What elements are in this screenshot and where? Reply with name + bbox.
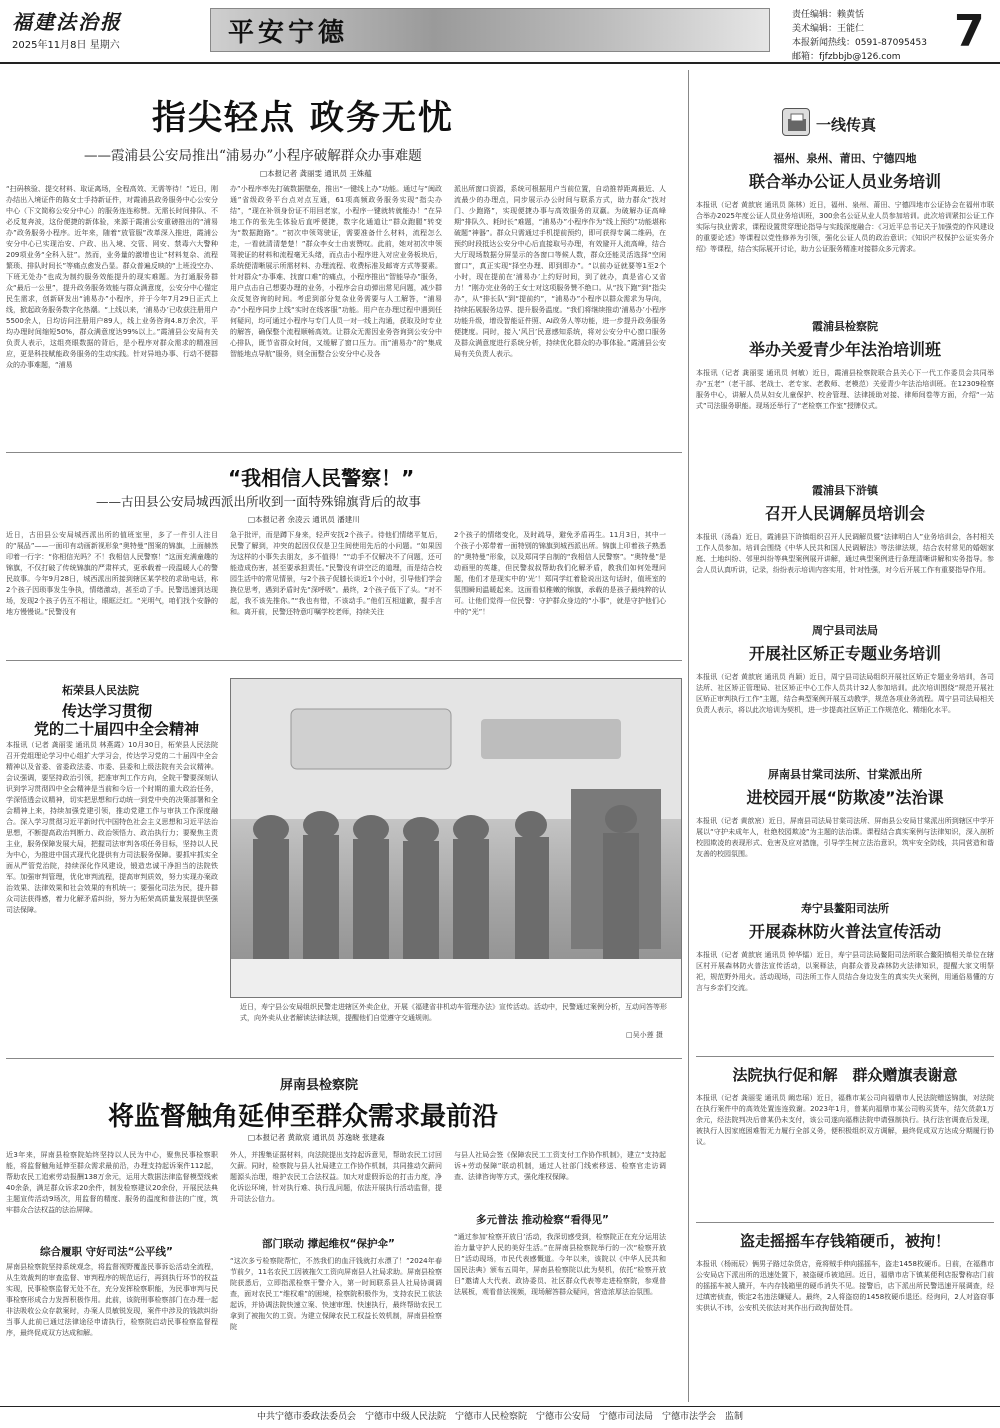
article1-headline: 指尖轻点 政务无忧 — [152, 98, 454, 138]
sidebar-item-body: 本报讯（记者 黄歆宸 通讯员 陈林）近日，福州、泉州、莆田、宁德四地市公证协会在福州市联合举办2025年度公证人员业务培训班，300余名公证从业人员参加培训。此次培训紧扣公证工作实际与执业需求，课程设置贯穿理论指导与实践深度融合：《习近平总书记关于加强党的作风建设的重要论述》等课程以党性修养为引领，强化公证人员的政治意识；《知识产权保护公证实务介绍》等课程，结合实际展开讨论，助力公证服务精准对接群众多元需求。 — [696, 201, 994, 253]
divider — [6, 452, 682, 453]
sidebar-item-body: 本报讯（杨雨辰）俩男子路过杂货店，竟将贼手伸向摇摇车，盗走1458枚硬币。日前，在福鼎市公安局店下派出所的迅速处置下，被盗硬币被追回。近日，福鼎市店下镇某便利店报警称店门前的摇摇车被人撬开，车内存钱箱里的硬币消失不见。接警后，店下派出所民警迅速开展调查，经过缜密侦查，锁定2名违法嫌疑人。最终，2人将盗窃的1458枚硬币退还。经询问，2人对盗窃事实供认不讳，公安机关依法对其作出行政拘留处罚。 — [696, 1260, 994, 1312]
section-title: 平安宁德 — [228, 18, 349, 48]
photo-caption: 近日，寿宁县公安局组织民警走进辖区外卖企业，开展《福建省非机动车管理办法》宣传活动。活动中，民警通过案例分析，互动问答等形式，向外卖从业者解读法律法规，提醒他们自觉遵守交通规则。 — [240, 1003, 667, 1022]
sidebar-item-headline: 开展社区矫正专题业务培训 — [748, 644, 941, 663]
article4-col1: 近3年来，屏南县检察院始终坚持以人民为中心，聚焦民事检察职能，将监督触角延伸至群众需求最前沿，办理支持起诉案件112起，帮助农民工追索劳动报酬138万余元，运用大数据法律监督模型线索40余条，满足群众诉求20余件，制发检察建议20余份，开展民法典主题宣传活动9场次，用监督的精度、服务的温度和普法的广度，筑牢群众合法权益的法治屏障。 — [6, 1151, 218, 1214]
news-photo — [230, 678, 682, 998]
masthead — [0, 0, 1000, 64]
sidebar-item — [696, 622, 994, 764]
divider — [696, 1222, 994, 1223]
sidebar-item-headline: 召开人民调解员培训会 — [764, 504, 925, 523]
article4-subhead3: 多元普法 推动检察“看得见” — [476, 1214, 609, 1226]
sidebar-item-body: 本报讯（记者 黄歆宸 通讯员 钟华镭）近日，寿宁县司法局鳌阳司法所联合鳌阳镇相关单位在辖区村开展森林防火普法宣传活动，以案释法，向群众普及森林防火法律知识，提醒大家文明祭祀，规范野外用火。活动现场，司法所工作人员结合身边发生的真实失火案例，用通俗易懂的方言与乡亲们交流。 — [696, 951, 994, 992]
sidebar-section-label: 一线传真 — [816, 116, 877, 134]
divider — [6, 660, 682, 661]
police-outreach-photo — [231, 679, 682, 998]
sidebar-item-headline: 法院执行促和解 群众赠旗表谢意 — [732, 1066, 958, 1084]
hotline: 本报新闻热线：0591-87095453 — [792, 38, 927, 48]
article2-col1: 近日，古田县公安局城西派出所的值班室里，多了一件引人注目的“展品”——一面印有动画新视形象“奥特曼”图案的锦旗，上面赫然印着一行字：“你相信光吗？不！我相信人民警察！”这面充满童趣的锦旗，不仅打破了传统锦旗的严肃样式，更承载着一段温暖人心的警民故事。今年9月28日，城西派出所接到辖区某学校的求助电话，称2个孩子因琐事发生争执，情绪激动，甚至动了手。民警迅速到达现场，发现2个孩子仍互不相让，眼眶泛红。“光明气，咱们找个安静的地方慢慢说。”民警没有 — [6, 531, 218, 616]
photo-credit: □吴小莲 摄 — [626, 1031, 663, 1039]
sidebar-item-kicker: 福州、泉州、莆田、宁德四地 — [773, 152, 917, 165]
sidebar-item-body: 本报讯（记者 龚丽雯 通讯员 何敏）近日，霞浦县检察院联合县关心下一代工作委员会共同举办“五老”（老干部、老战士、老专家、老教师、老模范）关爱青少年法治培训班。在12309检察服务中心，讲解人员从妇女儿童保护、校舍管理、法律援助对接、律师间卷等方面，介绍“一站式”司法服务职能。现场还举行了“老检察工作室”授牌仪式。 — [696, 369, 994, 410]
sidebar-item-body: 本报讯（记者 黄歆宸 通讯员 肖颖）近日，周宁县司法局组织开展社区矫正专题业务培训，各司法所、社区矫正管理局、社区矫正中心工作人员共计32人参加培训。此次培训围绕“规范开展社区矫正审判执行工作”主题，结合典型案例开展互动教学，规范各项业务流程。周宁县司法局相关负责人表示，将以此次培训为契机，进一步提高社区矫正工作规范化、精细化水平。 — [696, 673, 994, 714]
editor-info — [792, 8, 927, 64]
article4-col3b: “通过参加‘检察开放日’活动，我深切感受到，检察院正在充分运用法治力量守护人民的美好生活。”在屏南县检察院举行的一次“检察开放日”活动现场，市民代表感慨道。今年以来，该院以《中华人民共和国民法典》颁布五周年，屏南县检察院以此为契机，依托“检察开放日”邀请人大代表、政协委员、社区群众代表等走进检察院，参观普法展板，观看普法视频，现场解答群众疑问，营造浓厚法治氛围。 — [454, 1233, 666, 1296]
article2-subhead: ——古田县公安局城西派出所收到一面特殊锦旗背后的故事 — [96, 494, 422, 509]
sidebar-item — [696, 766, 994, 900]
sidebar-item-kicker: 屏南县甘棠司法所、甘棠派出所 — [768, 768, 922, 781]
article1-subhead: ——霞浦县公安局推出“浦易办”小程序破解群众办事难题 — [84, 148, 422, 164]
sidebar-item-body: 本报讯（汤淼）近日，霞浦县下浒镇组织召开人民调解员暨“法律明白人”业务培训会，各村相关工作人员参加。培训会围绕《中华人民共和国人民调解法》等法律法规，结合农村常见的婚姻家庭、土地纠纷、邻里纠纷等典型案例展开讲解，通过典型案例进行条理清晰讲解和实务指导。参会人员认真听讲，记录，纷纷表示培训内容实用，针对性强，对今后开展工作有重要指导作用。 — [696, 533, 994, 574]
article4-byline: □本报记者 黄歆宸 通讯员 苏逸晓 张建森 — [248, 1133, 385, 1142]
sidebar-item-kicker: 霞浦县检察院 — [812, 320, 878, 333]
column-divider — [688, 70, 689, 1402]
article2-headline: “我相信人民警察！” — [228, 466, 415, 490]
email: 邮箱：fjfzbbjb@126.com — [792, 52, 901, 62]
divider — [6, 1058, 682, 1059]
article2-col3: 2个孩子的情绪变化，及时疏导，避免矛盾再生。11月3日，其中一个孩子小郑带着一面特别的锦旗到城西派出所。锦旗上印着孩子熟悉的“奥特曼”形象，以及郑同学自制的“我相信人民警察”。“奥特曼”是动画里的英雄，但民警叔叔帮助我们化解矛盾，教我们如何处理问题，他们才是现实中的‘光’！郑同学红着脸说出这句话时，值班室的氛围瞬间温暖起来。这面看似稚嫩的锦旗，承载的是孩子最纯粹的认可。让他们觉得一位民警：守护群众身边的“小事”，就是守护他们心中的“光”！ — [454, 531, 666, 616]
article4-section: 屏南县检察院 — [280, 1078, 359, 1093]
article1-col2: 办”小程序率先打破数据壁垒，推出“一键线上办”功能。通过与“闽政通”省级政务平台点对点互通，61项高频政务服务实现“指尖办结”，“现在补领身份证不用回老家，小程序一键就转就能办！”在异地工作的张先生体验后直呼便捷，数字化通道让“群众跑腿”转变为“数据跑路”。“初次申领驾驶证，需要准备什么材料，流程怎么走，一看就清清楚楚！”群众李女士由衷赞叹。此前，她对初次申领驾驶证的材料和流程毫无头绪，而点击小程序进入对应业务板块后，系统便清晰展示所需材料、办理流程、收费标准及邮寄方式等要素。针对群众“办事难、找窗口难”的痛点，小程序推出“智能导办”服务，用户点击自己想要办理的业务，小程序会自动弹出常见问题，减少群众反复咨询的时间。考虑到部分复杂业务需要与人工解答，“浦易办”小程序同步上线“实时在线客服”功能。用户在办理过程中遇到任何疑问，均可通过小程序与专门人员一对一线上沟通，获取及时专业的解答，确保整个流程顺畅高效。让群众无需因业务咨询到公安分中心排队，既节省群众时间，又缓解了窗口压力。而“浦易办”的“集成智能地点导航”服务，则全面整合公安分中心及各 — [230, 185, 442, 358]
sidebar-item — [696, 900, 994, 1046]
fax-icon — [782, 108, 810, 136]
sidebar-item — [696, 150, 994, 298]
sidebar-item — [696, 1230, 994, 1391]
article2-byline: □本报记者 余凌云 通讯员 潘建川 — [248, 515, 360, 524]
sidebar-item-kicker: 寿宁县鳌阳司法所 — [801, 902, 889, 915]
sidebar-item-body: 本报讯（记者 龚丽雯 通讯员 阚忠瑶）近日，福鼎市某公司向福鼎市人民法院赠送锦旗，对法院在执行案件中的高效处置连连致谢。2023年1月，曾某向福鼎市某公司购买货车，结欠货款1万余元，经法院判决后曾某仍未支付，该公司遂向福鼎法院申请强制执行。执行法官调查后发现，被执行人因家庭困难暂无力履行全部义务，便积极组织双方调解，最终促成双方达成分期履行协议。 — [696, 1094, 994, 1146]
article4-headline: 将监督触角延伸至群众需求最前沿 — [108, 1102, 499, 1132]
sidebar-item-headline: 开展森林防火普法宣传活动 — [748, 922, 941, 941]
sidebar-item — [696, 482, 994, 624]
article4-col1b: 屏南县检察院坚持系统观念，将监督视野覆盖民事诉讼活动全流程，从生效裁判的审查监督、审判程序的规范运行，再到执行环节的权益实现，民事检察监督无处不在，充分发挥检察职能，为民事审判与民事检察形成合力发挥积极作用。此前，该院刑事检察部门在办理一起非法吸收公众存款案时，办案人员敏锐发现，案件中涉及的钱款纠纷当事人此前已通过法律途径申请执行，检察院启动民事检察监督程序，最终促成双方达成和解。 — [6, 1263, 218, 1337]
article3-body: 本报讯（记者 龚丽雯 通讯员 林燕霞）10月30日，柘荣县人民法院召开党组理论学习中心组扩大学习会，传达学习党的二十届四中全会精神以及省委、省委政法委、市委、县委和上级法院有关会议精神。会议强调，要坚持政治引领，把准审判工作方向，全院干警要深刻认识到学习贯彻四中全会精神是当前和今后一个时期的重大政治任务，学深悟透会议精神，切实把思想和行动统一到党中央的决策部署和全会精神上来，持续加强党建引领，推动党建工作与审执工作深度融合。深入学习贯彻习近平新时代中国特色社会主义思想和习近平法治思想，不断提高政治判断力、政治领悟力、政治执行力；要聚焦主责主业，服务保障发展大局，把握司法审判各项任务目标，坚持以人民为中心，为推进中国式现代化提供有力司法服务保障。要抓牢抓实全面从严管党治院，持续深化作风建设，锻造忠诚干净担当的法院铁军。加强审判管理，优化审判流程，提高审判质效，努力实现办案政治效果、法律效果和社会效果的有机统一；要强化司法为民，提升群众司法获得感，着力化解矛盾纠纷，努力为柘荣高质量发展提供坚强司法保障。 — [6, 741, 218, 914]
editor: 责任编辑：赖黄恬 — [792, 10, 865, 20]
issue-date: 2025年11月8日 星期六 — [12, 40, 120, 51]
sidebar-item-body: 本报讯（记者 黄歆宸）近日，屏南县司法局甘棠司法所、屏南县公安局甘棠派出所到辖区中学开展以“守护未成年人，杜绝校园欺凌”为主题的法治课。课程结合真实案例与法律知识，深入剖析校园欺凌的表现形式、危害及应对措施，引导学生树立法治意识，筑牢安全防线，共同营造和谐友善的校园氛围。 — [696, 817, 994, 858]
article2-col2: 急于批评，而是蹲下身来，轻声安抚2个孩子。待他们情绪平复后，民警了解到，冲突的起因仅仅是卫生间使用先后的小问题。“如果因为这样的小事失去朋友，多不值得！”“动手不仅解决不了问题，还可能造成伤害，甚至要承担责任。”民警没有讲空泛的道理，而是结合校园生活中的常见情景，与2个孩子促膝长谈近1个小时，引导他们学会换位思考，遇到矛盾时先“深呼吸”。最终，2个孩子低下了头。“对不起，我不该先推你。”“我也有错，不该动手。”他们互相道歉，握手言和。离开前，民警还特意叮嘱学校老师，持续关注 — [230, 531, 442, 616]
article3-headline-line2: 党的二十届四中全会精神 — [34, 720, 200, 738]
article4-subhead2: 部门联动 撑起维权“保护伞” — [262, 1238, 395, 1250]
sidebar-item-headline: 举办关爱青少年法治培训班 — [748, 340, 941, 359]
footer: 中共宁德市委政法委员会 宁德市中级人民法院 宁德市人民检察院 宁德市公安局 宁德市司法局 宁德市法学会 监制 — [0, 1406, 1000, 1428]
article3-section: 柘荣县人民法院 — [62, 684, 139, 697]
divider — [696, 1056, 994, 1057]
article3-headline-line1: 传达学习贯彻 — [62, 702, 153, 720]
article1-col1: “扫码核验、提交材料、取证离场，全程高效、无需等待！”近日，刚办结出入境证件的陈女士手持新证件，对霞浦县政务服务中心公安分中心（下文简称公安分中心）的服务连连称赞。无需长时间排队、不必反复奔波，这份便捷的新体验，来源于霞浦公安重磅推出的“浦易办”政务服务小程序。近年来，随着“放管服”改革深入推进，霞浦公安分中心已实现治安、户政、出入境、交管、网安、禁毒六大警种209项业务“全科入驻”。然而，业务量的激增也让“材料复杂、流程繁琐、排队时间长”等痛点愈发凸显。群众普遍反映的“上班没空办、下班无处办”也成为制约服务效能提升的现实难题。为打通服务群众“最后一公里”，提升政务服务效能与群众满意度，公安分中心锚定民生需求，创新研发出“浦易办”小程序，并于今年7月29日正式上线，掀起政务服务数字化热潮。“上线以来，‘浦易办’已收获注册用户5500余人，日均访问注册用户89人，线上业务咨询4.8万余次，平均办理时间缩短50%，群众满意度达99%以上。”霞浦县公安局有关负责人表示，这组亮眼数据的背后，是小程序对群众需求的精准回应，更是科技赋能政务服务的生动实践。针对异地办事、行动不便群众的办事难题，“浦易 — [6, 185, 218, 369]
article1-byline: □本报记者 龚丽雯 通讯员 王姝蕴 — [260, 169, 372, 178]
article4-col2: 外人，并搜集证据材料，向法院提出支持起诉意见，帮助农民工讨回欠薪。同时，检察院与县人社局建立工作协作机制，共同推动欠薪问题源头治理，维护农民工合法权益。加大对虚假诉讼的打击力度，净化诉讼环境，针对执行难、执行乱问题，依法开展执行活动监督，提升司法公信力。 — [230, 1151, 442, 1203]
sidebar-item — [696, 1064, 994, 1221]
sidebar-item — [696, 318, 994, 464]
page-number: 7 — [954, 6, 985, 57]
article4-col3: 与县人社局会签《保障农民工工资支付工作协作机制》，建立“支持起诉+劳动保障”联动机制，通过人社部门线索移送、检察官走访调查、法律咨询等方式，强化维权保障。 — [454, 1151, 666, 1181]
article4-col2b: “这次多亏检察院帮忙，不然我们的血汗钱就打水漂了！”2024年春节前夕，11名农民工因被拖欠工资向屏南县人社局求助。屏南县检察院获悉后，立即指派检察干警介入，第一时间联系县人社局协调调查，面对农民工“维权难”的困境，检察院积极作为，支持农民工依法起诉，并协调法院快速立案、快速审理、快速执行，最终帮助农民工拿到了被拖欠的工资。为建立保障农民工权益长效机制，屏南县检察院 — [230, 1257, 442, 1331]
paper-logo: 福建法治报 — [12, 10, 122, 34]
sidebar-item-headline: 盗走摇摇车存钱箱硬币，被拘！ — [739, 1232, 950, 1250]
art-editor: 美术编辑：王能仁 — [792, 24, 865, 34]
sidebar-item-kicker: 周宁县司法局 — [812, 624, 878, 637]
article1-col3: 派出所窗口资源，系统可根据用户当前位置，自动推荐距离最近、人流最少的办理点，同步展示办公时间与联系方式，助力群众“找对门、少跑路”，实现便捷办事与高效服务的双赢。为破解办证高峰期“排队久、耗时长”难题，“浦易办”小程序作为“线上预约”功能堪称破题“神器”。群众只需通过手机提前预约，即可获得专属二维码，在预约时段抵达公安分中心后直接取号办理，有效避开人流高峰，结合大厅现场数据分屏显示的各窗口等候人数，群众还能灵活选择“空闲窗口”，真正实现“择空办理、即到即办”。“以前办证就要等1至2个小时，现在提前在‘浦易办’上约好时间，到了就办，真是省心又省力！”刚办完业务的王女士对这项服务赞不绝口。从“找下跑”到“指尖办”，从“排长队”到“提前约”，“浦易办”小程序以群众需求为导向，持续拓展服务边界、提升服务温度。“我们将继续推动‘浦易办’小程序功能升级，增设智能证件照、AI政务人等功能，进一步提升政务服务便捷度。同时，接入‘风吕’民意感知系统，将对公安分中心窗口服务及群众满意度进行系统分析，持续优化群众的办事体验。”霞浦县公安局有关负责人表示。 — [454, 185, 666, 358]
sidebar-item-headline: 联合举办公证人员业务培训 — [748, 172, 941, 191]
sidebar-item-headline: 进校园开展“防欺凌”法治课 — [746, 788, 944, 807]
sidebar-item-kicker: 霞浦县下浒镇 — [812, 484, 878, 497]
article4-subhead1: 综合履职 守好司法“公平线” — [40, 1246, 173, 1258]
